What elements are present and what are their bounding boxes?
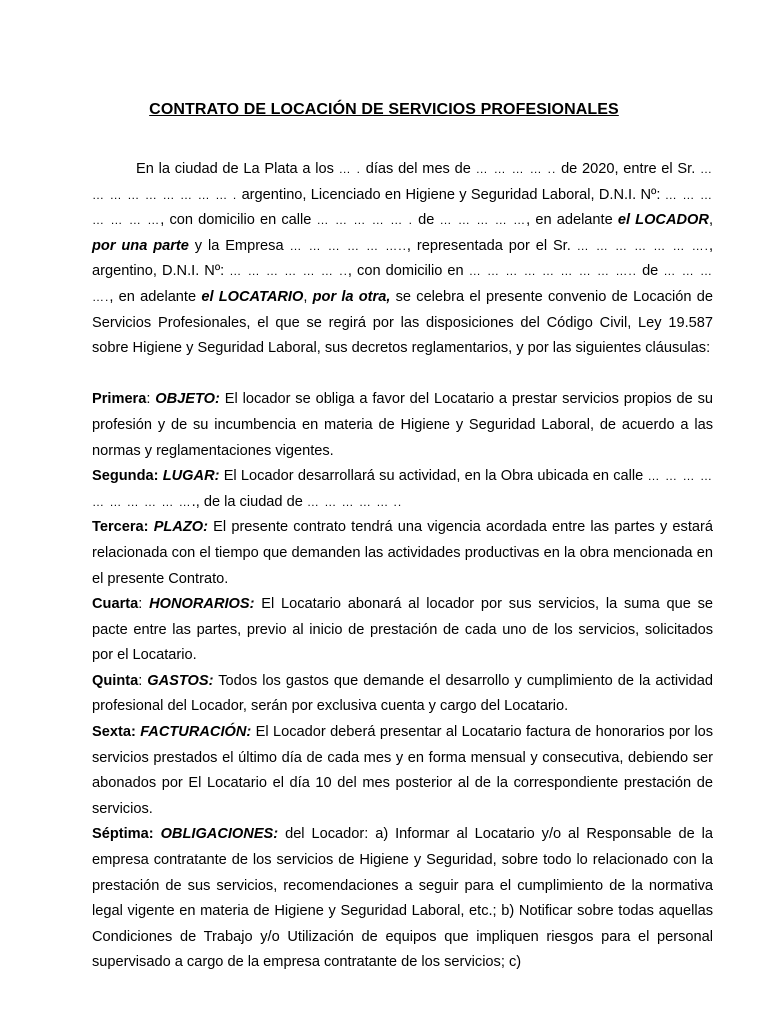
blank-locador-street: … … … … … . bbox=[316, 213, 413, 228]
blank-representative-name: … … … … … … …. bbox=[576, 238, 709, 253]
intro-text: , con domicilio en calle bbox=[160, 212, 317, 229]
por-la-otra-term: por la otra, bbox=[312, 288, 391, 305]
intro-text: , en adelante bbox=[109, 288, 202, 305]
clause-separator bbox=[154, 826, 161, 842]
document-title: CONTRATO DE LOCACIÓN DE SERVICIOS PROFESIONALES bbox=[149, 101, 619, 118]
blank-locador-name: … … … … … … … … … . bbox=[92, 162, 713, 202]
intro-text: se celebra el presente convenio de Locación de Servicios Profesionales, el que se regirá por las disposiciones del Código Civil, Ley 19.587 sobre Higiene y Seguridad Laboral, sus decretos reglamentarios, y por las siguientes cláusulas: bbox=[92, 288, 713, 357]
clause-segunda bbox=[92, 464, 713, 515]
clause-text: El Locatario abonará al locador por sus servicios, la suma que se pacte entre las partes, previo al inicio de prestación de cada uno de los servicios, solicitados por el Locatario. bbox=[92, 596, 714, 664]
intro-text: y la Empresa bbox=[188, 237, 290, 254]
blank-representative-dni: … … … … … … .. bbox=[229, 264, 348, 279]
clause-text: El presente contrato tendrá una vigencia acordada entre las partes y estará relacionada con el tiempo que demanden las actividades productivas en la obra mencionada en el presente Contrato. bbox=[92, 519, 713, 587]
clause-number: Tercera: bbox=[92, 519, 149, 536]
blank-locador-dni: … … … … … … … bbox=[92, 187, 713, 228]
clause-topic: PLAZO: bbox=[153, 519, 209, 536]
clause-text: del Locador: a) Informar al Locatario y/o al Responsable de la empresa contratante de los servicios de Higiene y Seguridad, sobre todo lo relacionado con la prestación de sus servicios, recomendaciones a seguir para el cumplimiento de la normativa legal vigente en materia de Higiene y Seguridad Laboral, etc.; b) Notificar sobre todas aquellas Condiciones de Trabajo y/o Utilización de equipos que impliquen riesgos para el personal supervisado a cargo de la empresa contratante de los servicios; c) bbox=[92, 826, 713, 971]
blank-day: … . bbox=[338, 162, 361, 176]
intro-text: , representada por el Sr. bbox=[406, 237, 577, 254]
intro-paragraph bbox=[92, 157, 713, 362]
intro-text: días del mes de bbox=[361, 161, 476, 177]
blank-company-city: … … … …. bbox=[92, 264, 714, 304]
locador-term: el LOCADOR bbox=[617, 212, 709, 229]
clause-topic: GASTOS: bbox=[147, 672, 214, 689]
intro-text: argentino, Licenciado en Higiene y Seguridad Laboral, D.N.I. Nº: bbox=[237, 186, 665, 203]
clause-text: El locador se obliga a favor del Locatario a prestar servicios propios de su profesión y de su incumbencia en materia de Higiene y Seguridad Laboral, de acuerdo a las normas y reglamentaciones vigentes. bbox=[92, 391, 713, 459]
clause-separator: : bbox=[146, 391, 156, 408]
clause-septima bbox=[92, 822, 713, 976]
por-una-parte-term: por una parte bbox=[92, 237, 189, 254]
clause-topic: OBLIGACIONES: bbox=[160, 826, 279, 843]
intro-text: , bbox=[708, 212, 714, 229]
intro-text: , con domicilio en bbox=[347, 263, 469, 280]
clause-tercera bbox=[92, 515, 713, 592]
intro-text: , argentino, D.N.I. Nº: bbox=[92, 237, 714, 280]
clause-number: Séptima: bbox=[92, 826, 154, 843]
clause-topic: HONORARIOS: bbox=[149, 596, 255, 613]
clause-primera bbox=[92, 387, 713, 464]
blank-month: … … … … .. bbox=[475, 162, 557, 176]
clause-number: Sexta: bbox=[92, 724, 136, 741]
document-body bbox=[92, 157, 713, 976]
paragraph-spacer bbox=[92, 362, 713, 388]
intro-text: de 2020, entre el Sr. bbox=[556, 161, 700, 177]
intro-text: , bbox=[303, 288, 313, 305]
intro-text: , en adelante bbox=[526, 212, 618, 229]
clause-quinta bbox=[92, 669, 713, 720]
intro-text: de bbox=[637, 263, 664, 280]
clause-number: Segunda: bbox=[92, 468, 159, 485]
intro-text: de bbox=[412, 212, 440, 229]
blank-obra-city: … … … … … .. bbox=[306, 494, 403, 509]
blank-company-name: … … … … … ….. bbox=[289, 238, 407, 253]
clause-topic: OBJETO: bbox=[155, 391, 220, 408]
clause-text: El Locador deberá presentar al Locatario factura de honorarios por los servicios prestados el último día de cada mes y en forma mensual y consecutiva, debiendo ser abonados por El Locatario el día 10 del mes posterior al de la correspondiente prestación de servicios. bbox=[92, 724, 714, 817]
clause-number: Quinta bbox=[92, 672, 139, 689]
clause-separator: : bbox=[138, 596, 150, 613]
clause-topic: LUGAR: bbox=[162, 468, 220, 485]
clause-text: El Locador desarrollará su actividad, en la Obra ubicada en calle bbox=[219, 468, 648, 485]
intro-text: En la ciudad de La Plata a los bbox=[136, 161, 339, 177]
clause-number: Cuarta bbox=[92, 596, 139, 613]
blank-company-address: … … … … … … … … ….. bbox=[468, 264, 638, 279]
clause-separator: : bbox=[138, 672, 148, 689]
clause-topic: FACTURACIÓN: bbox=[140, 724, 252, 741]
clause-cuarta bbox=[92, 592, 713, 669]
clause-sexta bbox=[92, 720, 713, 822]
blank-obra-street: … … … … … … … … … … bbox=[92, 469, 713, 509]
clause-text: ., de la ciudad de bbox=[191, 493, 307, 510]
locatario-term: el LOCATARIO bbox=[201, 288, 304, 305]
clause-number: Primera bbox=[92, 391, 147, 408]
clause-text: Todos los gastos que demande el desarrollo y cumplimiento de la actividad profesional del Locador, serán por exclusiva cuenta y cargo del Locatario. bbox=[92, 672, 714, 715]
blank-locador-city: … … … … … bbox=[439, 213, 527, 228]
